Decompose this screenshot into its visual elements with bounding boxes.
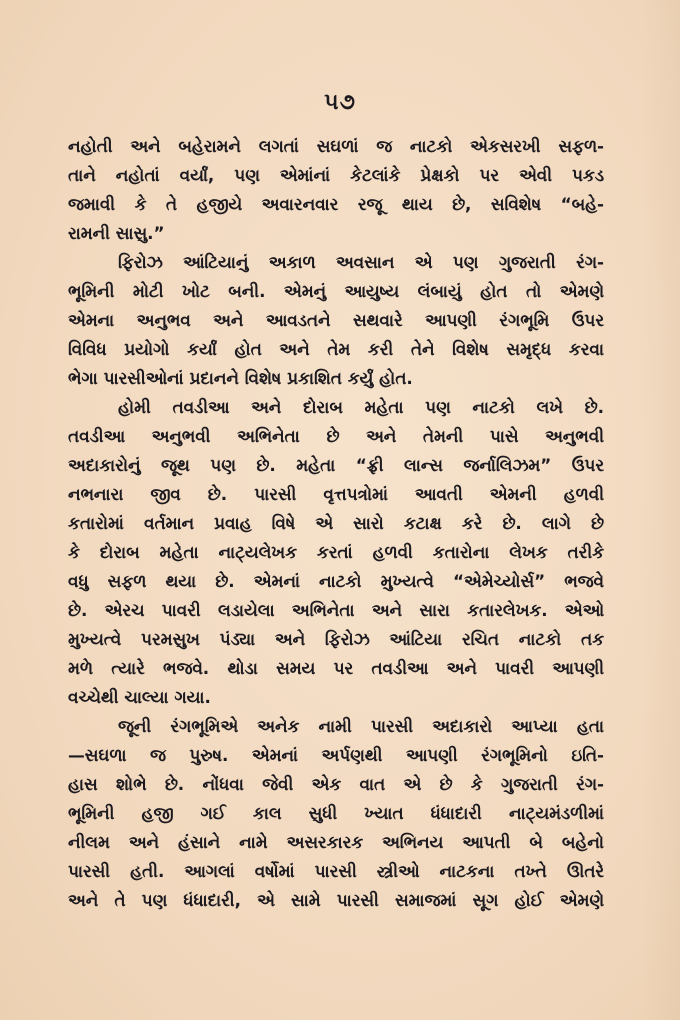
text-line: વચ્ચેથી ચાલ્યા ગયા. <box>68 687 211 707</box>
text-line: નહોતી અને બહેરામને લગતાં સઘળાં જ નાટકો એકસરખી સફળ- <box>68 136 604 156</box>
text-line: તાને નહોતાં વર્યાં, પણ એમાંનાં કેટલાંકે પ્રેક્ષકો પર એવી પકડ <box>68 165 604 185</box>
text-line: અદાકારોનું જૂથ પણ છે. મહેતા “ફ્રી લાન્સ જર્નાલિઝમ” ઉપર <box>68 455 604 475</box>
text-line: જૂની રંગભૂમિએ અનેક નામી પારસી અદાકારો આપ્યા હતા <box>118 716 604 736</box>
page-number: ૫૭ <box>324 90 356 115</box>
text-line: મળે ત્યારે ભજવે. થોડા સમય પર તવડીઆ અને પાવરી આપણી <box>68 658 604 678</box>
text-line: ભેગા પારસીઓનાં પ્રદાનને વિશેષ પ્રકાશિત કર્યું હોત. <box>68 368 413 388</box>
text-line: મુખ્યત્વે પરમસુખ પંડ્યા અને ફિરોઝ આંટિયા રચિત નાટકો તક <box>68 629 604 649</box>
text-line: વધુ સફળ થયા છે. એમનાં નાટકો મુખ્યત્વે “એમેચ્યોર્સ” ભજવે <box>68 571 604 591</box>
text-line: અને તે પણ ધંધાદારી, એ સામે પારસી સમાજમાં સૂગ હોઈ એમણે <box>68 890 604 910</box>
body-text <box>68 132 604 915</box>
text-line: ભૂમિની મોટી ખોટ બની. એમનું આયુષ્ય લંબાયું હોત તો એમણે <box>68 281 604 301</box>
text-line: વિવિધ પ્રયોગો કર્યાં હોત અને તેમ કરી તેને વિશેષ સમૃદ્ધ કરવા <box>68 339 604 359</box>
text-line: રામની સાસુ.” <box>68 223 165 243</box>
text-line: ફિરોઝ આંટિયાનું અકાળ અવસાન એ પણ ગુજરાતી રંગ- <box>118 252 604 272</box>
text-line: છે. એરચ પાવરી લડાયેલા અભિનેતા અને સારા કતારલેખક. એઓ <box>68 600 604 620</box>
text-line: —સઘળા જ પુરુષ. એમનાં અર્પણથી આપણી રંગભૂમિનો ઇતિ- <box>68 745 604 765</box>
text-line: નીલમ અને હંસાને નામે અસરકારક અભિનય આપતી બે બહેનો <box>68 832 604 852</box>
text-line: જમાવી કે તે હજીયે અવારનવાર રજૂ થાય છે, સવિશેષ “બહે- <box>68 194 604 214</box>
text-line: નભનારા જીવ છે. પારસી વૃત્તપત્રોમાં આવતી એમની હળવી <box>68 484 604 504</box>
text-line: હાસ શોભે છે. નોંધવા જેવી એક વાત એ છે કે ગુજરાતી રંગ- <box>68 774 604 794</box>
text-line: હોમી તવડીઆ અને દોરાબ મહેતા પણ નાટકો લખે છે. <box>118 397 604 417</box>
text-line: કે દોરાબ મહેતા નાટ્યલેખક કરતાં હળવી કતારોના લેખક તરીકે <box>68 542 604 562</box>
text-line: પારસી હતી. આગલાં વર્ષોમાં પારસી સ્ત્રીઓ નાટકના તખ્તે ઊતરે <box>68 861 604 881</box>
text-line: એમના અનુભવ અને આવડતને સથવારે આપણી રંગભૂમિ ઉપર <box>68 310 604 330</box>
text-line: ભૂમિની હજી ગઈ કાલ સુધી ખ્યાત ધંધાદારી નાટ્યમંડળીમાં <box>68 803 604 823</box>
page-edge-shade <box>640 0 680 1020</box>
text-line: તવડીઆ અનુભવી અભિનેતા છે અને તેમની પાસે અનુભવી <box>68 426 604 446</box>
text-line: કતારોમાં વર્તમાન પ્રવાહ વિષે એ સારો કટાક્ષ કરે છે. લાગે છે <box>68 513 604 533</box>
